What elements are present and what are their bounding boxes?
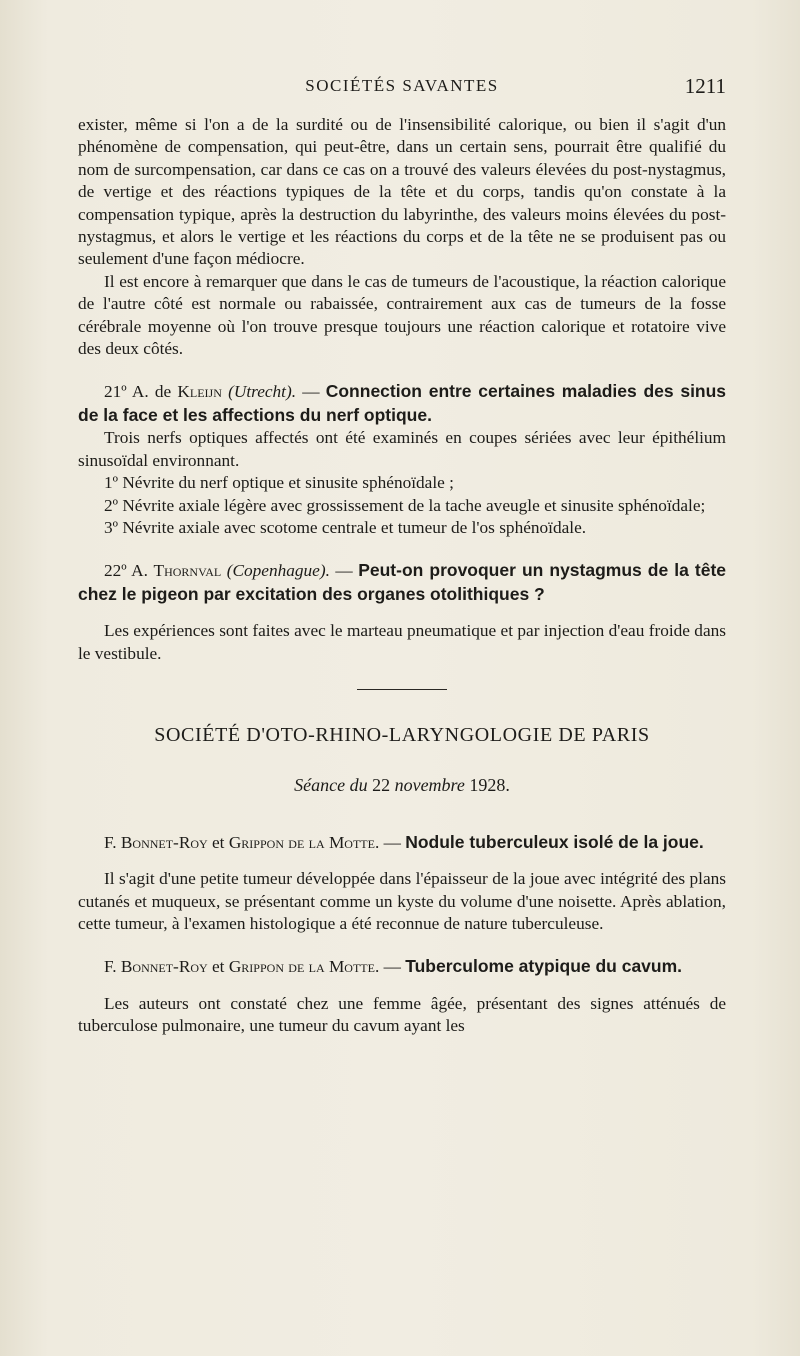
page-header	[78, 74, 726, 104]
page-body	[78, 114, 726, 1038]
article-1-title: Nodule tuberculeux isolé de la joue.	[405, 831, 704, 852]
entry-22-title: Peut-on provoquer un nystagmus de la tête chez le pigeon par excitation des organes otolithiques ?	[78, 560, 727, 604]
paragraph-continuation: exister, même si l'on a de la surdité ou de l'insensibilité calorique, ou bien il s'agit d'un phénomène de compensation, qui peut-être, dans un certain sens, pourrait être qualifié du nom de surcompensation, car dans ce cas on a trouvé des valeurs élevées du post-nystagmus, de vertige et des réactions typiques de la tête et du corps, tandis qu'on constate à la compensation typique, après la destruction du labyrinthe, des valeurs moins élevées du post-nystagmus, et alors le vertige et les réactions du corps et de la tête ne se produisent pas ou seulement d'une façon médiocre.	[78, 115, 726, 269]
section-divider	[357, 689, 447, 690]
article-2-heading: F. Bonnet-Roy et Grippon de la Motte. — Tuberculome atypique du cavum.	[104, 956, 683, 977]
article-2-title: Tuberculome atypique du cavum.	[405, 956, 683, 977]
entry-22-city: (Copenhague).	[226, 561, 330, 581]
article-1-author-1: Bonnet-Roy	[120, 832, 208, 852]
article-1-body: Il s'agit d'une petite tumeur développée dans l'épaisseur de la joue avec intégrité des plans cutanés et muqueux, se présentant comme un kyste du volume d'une noisette. Après ablation, cette tumeur, à l'examen histologique a été reconnue de nature tuberculeuse.	[78, 869, 726, 933]
article-1-heading: F. Bonnet-Roy et Grippon de la Motte. — Nodule tuberculeux isolé de la joue.	[104, 831, 704, 852]
entry-21-list-item-1: 1º Névrite du nerf optique et sinusite sphénoïdale ;	[104, 473, 454, 493]
entry-22-author: Thornval	[153, 561, 222, 581]
seance-date: Séance du 22 novembre 1928.	[294, 775, 510, 796]
entry-21-number: 21º A. de	[104, 382, 172, 402]
society-title: SOCIÉTÉ D'OTO-RHINO-LARYNGOLOGIE DE PARIS	[154, 723, 650, 746]
article-2-author-1: Bonnet-Roy	[120, 957, 208, 977]
entry-22-heading: 22º A. Thornval (Copenhague). — Peut-on provoquer un nystagmus de la tête chez le pigeon par excitation des organes otolithiques ?	[78, 560, 727, 604]
paragraph-acoustic-tumours: Il est encore à remarquer que dans le cas de tumeurs de l'acoustique, la réaction calorique de l'autre côté est normale ou rabaissée, contrairement aux cas de tumeurs de la fosse cérébrale moyenne où l'on trouve presque toujours une réaction calorique et rotatoire vive des deux côtés.	[78, 271, 726, 359]
entry-21-city: (Utrecht).	[228, 382, 297, 402]
entry-22-body: Les expériences sont faites avec le marteau pneumatique et par injection d'eau froide dans le vestibule.	[78, 621, 726, 663]
entry-21-title: Connection entre certaines maladies des sinus de la face et les affections du nerf optique.	[78, 381, 727, 425]
entry-21-list-item-2: 2º Névrite axiale légère avec grossissement de la tache aveugle et sinusite sphénoïdale;	[104, 495, 706, 515]
entry-22-number: 22º A.	[104, 561, 148, 581]
entry-21-list-item-3: 3º Névrite axiale avec scotome centrale et tumeur de l'os sphénoïdale.	[104, 517, 587, 537]
entry-21-author: Kleijn	[177, 382, 222, 402]
running-head: SOCIÉTÉS SAVANTES	[305, 76, 499, 95]
article-2-author-2: Grippon de la Motte.	[228, 957, 380, 977]
article-2-body: Les auteurs ont constaté chez une femme âgée, présentant des signes atténués de tuberculose pulmonaire, une tumeur du cavum ayant les	[78, 993, 726, 1036]
entry-21-heading: 21º A. de Kleijn (Utrecht). — Connection entre certaines maladies des sinus de la face et les affections du nerf optique.	[78, 381, 727, 425]
entry-21-intro: Trois nerfs optiques affectés ont été examinés en coupes sériées avec leur épithélium sinusoïdal environnant.	[78, 428, 726, 470]
page-number: 1211	[684, 74, 726, 98]
article-1-author-2: Grippon de la Motte.	[228, 832, 380, 852]
